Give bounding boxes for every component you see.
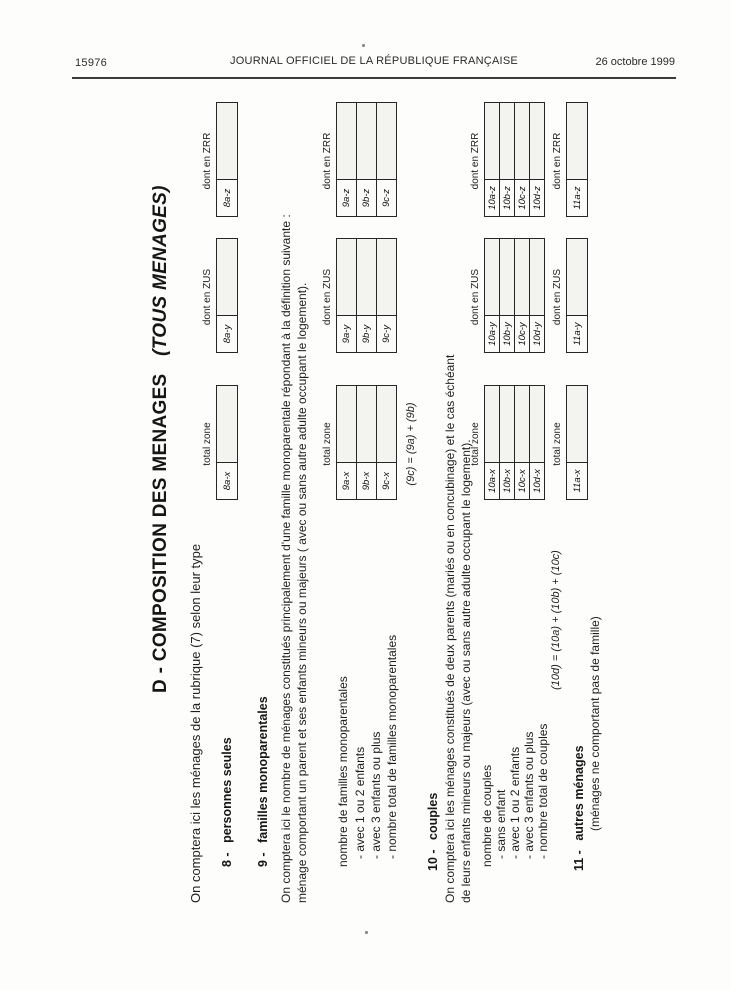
section-10-list-item-3: - avec 3 enfants ou plus [522,731,536,859]
field-input-area [357,103,377,180]
column-label-zrr: dont en ZRR [552,132,563,190]
field-row [337,239,357,353]
journal-title: JOURNAL OFFICIEL DE LA RÉPUBLIQUE FRANÇAISE [229,55,519,67]
section-10-intro-line-2: de leurs enfants mineurs ou majeurs (avec ou sans autre adulte occupant le logement). [459,439,473,903]
field-code: 11a-x [567,463,588,500]
field-row [567,103,588,217]
field-row [485,386,500,500]
field-row [500,239,515,353]
section-11-title: autres ménages [572,745,586,841]
field-row [217,239,238,353]
field-row [337,103,357,217]
column-label-total-zone: total zone [202,422,213,466]
field-input-area [217,386,238,463]
scan-speck-2 [365,931,368,934]
field-row [357,103,377,217]
field-code: 9b-x [357,463,377,500]
section-9-list-item-1: - avec 1 ou 2 enfants [353,746,367,859]
field-row [217,386,238,500]
field-row [357,239,377,353]
field-table [566,238,588,353]
form-title-main: D - COMPOSITION DES MENAGES [150,373,171,693]
field-code: 10c-y [515,316,530,353]
field-group-9-zus [322,241,397,353]
field-group-11-zrr [552,105,588,217]
section-8-heading [220,737,234,867]
field-row [515,103,530,217]
field-input-area [515,239,530,316]
section-10-heading [426,793,440,871]
field-code: 10d-z [530,180,545,217]
field-input-area [217,103,238,180]
field-table [216,238,238,353]
field-row [377,239,397,353]
field-input-area [567,239,588,316]
field-table [216,385,238,500]
section-8-number: 8 - [220,852,234,867]
field-table [336,238,397,353]
section-9-intro-line-2: ménage comportant un parent et ses enfants mineurs ou majeurs ( avec ou sans autre adulte occupant le logement). [295,282,309,903]
field-group-9-total-zone [322,388,397,500]
field-code: 10c-x [515,463,530,500]
field-table [566,385,588,500]
field-table [566,102,588,217]
field-group-8-zrr [202,105,238,217]
field-input-area [337,239,357,316]
field-code: 10a-y [485,316,500,353]
field-code: 9b-z [357,180,377,217]
field-code: 9a-z [337,180,357,217]
section-9-formula: (9c) = (9a) + (9b) [405,402,417,486]
section-10-title: couples [426,792,440,840]
journal-header [73,54,675,76]
field-code: 9c-x [377,463,397,500]
section-10-list-item-1: - sans enfant [494,789,508,859]
field-input-area [500,103,515,180]
field-group-9-zrr [322,105,397,217]
field-row [377,386,397,500]
field-input-area [530,103,545,180]
field-code: 10b-x [500,463,515,500]
scan-speck-1 [362,44,365,47]
field-row [500,103,515,217]
field-row [567,239,588,353]
journal-date: 26 octobre 1999 [595,56,675,68]
field-row [530,386,545,500]
field-input-area [530,239,545,316]
field-group-10-zrr [470,105,545,217]
header-divider [72,77,676,79]
field-input-area [357,239,377,316]
section-9-heading [256,696,270,867]
field-input-area [515,103,530,180]
field-row [485,239,500,353]
section-10-list-heading: nombre de couples [480,764,494,867]
column-label-zus: dont en ZUS [552,268,563,326]
section-9-title: familles monoparentales [256,696,270,843]
field-input-area [377,103,397,180]
field-input-area [530,386,545,463]
field-code: 11a-y [567,316,588,353]
field-code: 11a-z [567,180,588,217]
field-code: 10d-y [530,316,545,353]
rotated-form-content [140,90,618,915]
field-row [515,239,530,353]
field-code: 9a-y [337,316,357,353]
field-input-area [515,386,530,463]
field-input-area [485,239,500,316]
field-input-area [357,386,377,463]
column-label-zrr: dont en ZRR [322,132,333,190]
field-code: 10a-x [485,463,500,500]
form-subtitle: On comptera ici les ménages de la rubrique (7) selon leur type [188,543,203,903]
field-input-area [500,386,515,463]
section-11-heading [572,745,586,871]
section-10-list-item-2: - avec 1 ou 2 enfants [508,746,522,859]
section-10-list-item-4: - nombre total de couples [536,723,550,859]
column-label-total-zone: total zone [470,422,481,466]
field-table [484,385,545,500]
field-row [485,103,500,217]
field-input-area [377,386,397,463]
form-title-suffix: (TOUS MENAGES) [150,185,171,356]
section-10-intro-line-1: On comptera ici les ménages constitués de deux parents (mariés ou en concubinage) et le cas échéant [443,354,457,903]
form-title [150,185,172,693]
section-10-number: 10 - [426,849,440,871]
field-code: 10b-z [500,180,515,217]
field-row [515,386,530,500]
column-label-total-zone: total zone [552,422,563,466]
column-label-zus: dont en ZUS [322,268,333,326]
field-code: 8a-z [217,180,238,217]
field-code: 8a-y [217,316,238,353]
field-code: 10c-z [515,180,530,217]
field-code: 10d-x [530,463,545,500]
section-11-subtitle: (ménages ne comportant pas de famille) [588,616,602,831]
section-9-number: 9 - [256,852,270,867]
field-table [484,102,545,217]
field-input-area [377,239,397,316]
section-9-list-item-2: - avec 3 enfants ou plus [369,731,383,859]
field-code: 10a-z [485,180,500,217]
field-code: 9b-y [357,316,377,353]
column-label-zus: dont en ZUS [470,268,481,326]
field-table [336,102,397,217]
field-group-8-zus [202,241,238,353]
field-input-area [337,103,357,180]
field-code: 10b-y [500,316,515,353]
field-input-area [485,386,500,463]
field-input-area [337,386,357,463]
section-9-list-item-3: - nombre total de familles monoparentales [385,634,399,859]
section-10-formula: (10d) = (10a) + (10b) + (10c) [550,550,562,690]
field-code: 9c-y [377,316,397,353]
field-input-area [485,103,500,180]
column-label-total-zone: total zone [322,422,333,466]
field-input-area [567,103,588,180]
field-group-10-total-zone [470,388,545,500]
field-table [216,102,238,217]
field-group-10-zus [470,241,545,353]
field-row [530,239,545,353]
column-label-zrr: dont en ZRR [470,132,481,190]
field-row [357,386,377,500]
field-group-8-total-zone [202,388,238,500]
field-input-area [217,239,238,316]
field-group-11-zus [552,241,588,353]
column-label-zrr: dont en ZRR [202,132,213,190]
field-group-11-total-zone [552,388,588,500]
section-9-intro-line-1: On comptera ici le nombre de ménages constitués principalement d'une famille monoparentale répondant à la définition suivante : [279,214,293,903]
field-table [484,238,545,353]
field-row [337,386,357,500]
field-row [530,103,545,217]
field-row [217,103,238,217]
field-code: 9c-z [377,180,397,217]
field-table [336,385,397,500]
field-code: 8a-x [217,463,238,500]
field-input-area [567,386,588,463]
section-8-title: personnes seules [220,737,234,843]
column-label-zus: dont en ZUS [202,268,213,326]
field-code: 9a-x [337,463,357,500]
section-9-list-heading: nombre de familles monoparentales [336,676,350,867]
field-row [567,386,588,500]
page-number: 15976 [75,57,108,69]
field-row [377,103,397,217]
field-input-area [500,239,515,316]
section-11-number: 11 - [572,850,586,871]
field-row [500,386,515,500]
